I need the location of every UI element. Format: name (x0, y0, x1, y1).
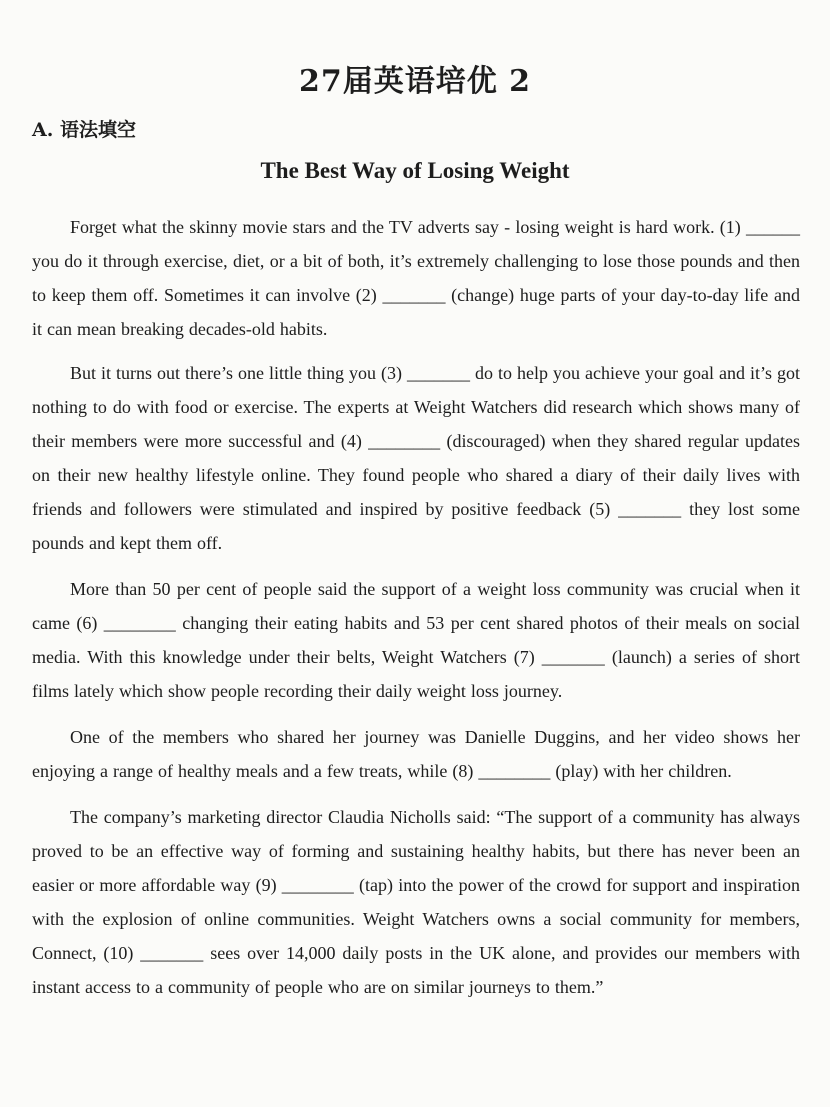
paragraph-4: One of the members who shared her journey was Danielle Duggins, and her video shows her enjoying a range of healthy meals and a few treats, while (8) ________ (play) with her children. (32, 727, 800, 781)
worksheet-title: 27届英语培优 2 (298, 64, 532, 99)
section-label: A. 语法填空 (32, 119, 136, 141)
paragraph-1: Forget what the skinny movie stars and the TV adverts say - losing weight is hard work. (1) ______ you do it through exercise, diet, or a bit of both, it’s extremely challenging to lose those pounds and then to keep them off. Sometimes it can involve (2) _______ (change) huge parts of your day-to-day life and it can mean breaking decades-old habits. (32, 217, 800, 339)
article-body (32, 210, 800, 1004)
paragraph-2: But it turns out there’s one little thing you (3) _______ do to help you achieve your goal and it’s got nothing to do with food or exercise. The experts at Weight Watchers did research which shows many of their members were more successful and (4) ________ (discouraged) when they shared regular updates on their new healthy lifestyle online. They found people who shared a diary of their daily lives with friends and followers were stimulated and inspired by positive feedback (5) _______ they lost some pounds and kept them off. (32, 363, 800, 553)
article-title: The Best Way of Losing Weight (260, 158, 570, 183)
paragraph-3: More than 50 per cent of people said the support of a weight loss community was crucial when it came (6) ________ changing their eating habits and 53 per cent shared photos of their meals on social media. With this knowledge under their belts, Weight Watchers (7) _______ (launch) a series of short films lately which show people recording their daily weight loss journey. (32, 579, 800, 701)
paragraph-5: The company’s marketing director Claudia Nicholls said: “The support of a community has always proved to be an effective way of forming and sustaining healthy habits, but there has never been an easier or more affordable way (9) ________ (tap) into the power of the crowd for support and inspiration with the explosion of online communities. Weight Watchers owns a social community for members, Connect, (10) _______ sees over 14,000 daily posts in the UK alone, and provides our members with instant access to a community of people who are on similar journeys to them.” (32, 807, 800, 997)
